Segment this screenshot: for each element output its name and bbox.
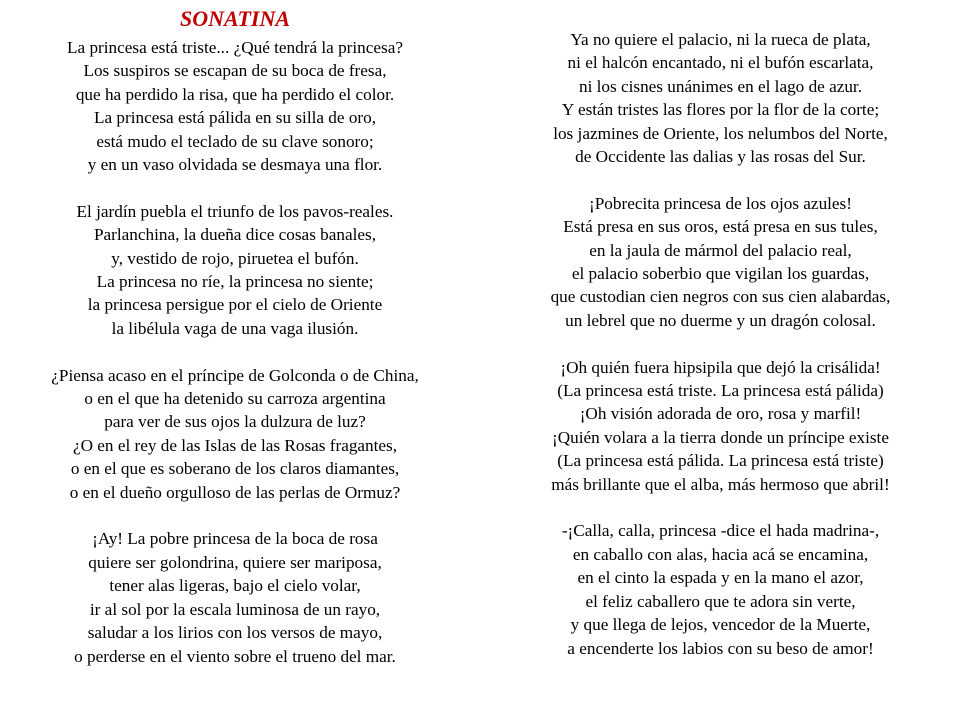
- verse-line: de Occidente las dalias y las rosas del Sur.: [575, 147, 866, 167]
- verse-line: La princesa está triste... ¿Qué tendrá la princesa?: [67, 38, 403, 57]
- stanza: [0, 527, 470, 667]
- verse-line: ¡Ay! La pobre princesa de la boca de rosa: [92, 529, 378, 549]
- verse-line: en el cinto la espada y en la mano el azor,: [577, 568, 864, 588]
- verse-line: ir al sol por la escala luminosa de un rayo,: [89, 599, 381, 619]
- verse-line: quiere ser golondrina, quiere ser mariposa,: [88, 552, 382, 572]
- verse-line: Está presa en sus oros, está presa en sus tules,: [563, 217, 878, 237]
- left-stanzas: [0, 36, 470, 668]
- stanza: [478, 192, 963, 332]
- verse-line: (La princesa está pálida. La princesa está triste): [557, 451, 884, 471]
- verse-line: La princesa no ríe, la princesa no siente;: [96, 272, 374, 292]
- verse-line: tener alas ligeras, bajo el cielo volar,: [109, 576, 361, 596]
- verse-line: Los suspiros se escapan de su boca de fresa,: [83, 61, 387, 81]
- verse-line: ni el halcón encantado, ni el bufón escarlata,: [567, 53, 874, 73]
- verse-line: Parlanchina, la dueña dice cosas banales,: [93, 225, 377, 245]
- verse-line: la libélula vaga de una vaga ilusión.: [111, 318, 359, 338]
- verse-line: -¡Calla, calla, princesa -dice el hada madrina-,: [561, 521, 880, 541]
- verse-line: más brillante que el alba, más hermoso que abril!: [551, 474, 890, 494]
- verse-line: en la jaula de mármol del palacio real,: [589, 240, 852, 260]
- verse-line: ¡Oh quién fuera hipsipila que dejó la crisálida!: [560, 357, 881, 377]
- stanza: [0, 364, 470, 504]
- verse-line: y, vestido de rojo, piruetea el bufón.: [111, 248, 359, 268]
- right-stanzas: [478, 28, 963, 660]
- verse-line: ni los cisnes unánimes en el lago de azur.: [578, 76, 863, 96]
- verse-line: ¡Pobrecita princesa de los ojos azules!: [589, 193, 852, 213]
- verse-line: los jazmines de Oriente, los nelumbos del Norte,: [553, 123, 888, 143]
- right-column: [478, 28, 963, 660]
- verse-line: el palacio soberbio que vigilan los guardas,: [571, 264, 870, 284]
- verse-line: o en el dueño orgulloso de las perlas de Ormuz?: [69, 482, 401, 502]
- verse-line: Y están tristes las flores por la flor de la corte;: [561, 100, 880, 120]
- verse-line: un lebrel que no duerme y un dragón colosal.: [565, 310, 876, 330]
- verse-line: (La princesa está triste. La princesa está pálida): [557, 381, 884, 401]
- left-column: [0, 4, 470, 668]
- verse-line: y en un vaso olvidada se desmaya una flor.: [87, 155, 383, 175]
- verse-line: está mudo el teclado de su clave sonoro;: [96, 131, 374, 151]
- verse-line: que ha perdido la risa, que ha perdido el color.: [75, 84, 395, 104]
- verse-line: ¿O en el rey de las Islas de las Rosas fragantes,: [72, 435, 398, 455]
- verse-line: el feliz caballero que te adora sin verte,: [585, 591, 856, 611]
- stanza: [478, 356, 963, 496]
- poem-title: SONATINA: [179, 6, 291, 31]
- stanza: [0, 36, 470, 176]
- verse-line: o perderse en el viento sobre el trueno del mar.: [74, 646, 396, 666]
- stanza: [478, 519, 963, 659]
- verse-line: La princesa está pálida en su silla de oro,: [93, 108, 377, 128]
- verse-line: en caballo con alas, hacia acá se encamina,: [572, 544, 869, 564]
- verse-line: ¡Quién volara a la tierra donde un príncipe existe: [552, 427, 889, 447]
- stanza: [478, 28, 963, 168]
- verse-line: Ya no quiere el palacio, ni la rueca de plata,: [570, 30, 871, 49]
- verse-line: a encenderte los labios con su beso de amor!: [567, 638, 874, 658]
- stanza: [0, 200, 470, 340]
- verse-line: o en el que ha detenido su carroza argentina: [84, 389, 386, 409]
- verse-line: para ver de sus ojos la dulzura de luz?: [104, 412, 366, 432]
- verse-line: o en el que es soberano de los claros diamantes,: [70, 459, 400, 479]
- verse-line: la princesa persigue por el cielo de Oriente: [87, 295, 383, 315]
- verse-line: que custodian cien negros con sus cien alabardas,: [550, 287, 891, 307]
- verse-line: El jardín puebla el triunfo de los pavos-reales.: [76, 201, 394, 221]
- verse-line: y que llega de lejos, vencedor de la Muerte,: [570, 615, 871, 635]
- verse-line: ¿Piensa acaso en el príncipe de Golconda o de China,: [51, 365, 419, 385]
- verse-line: saludar a los lirios con los versos de mayo,: [87, 623, 383, 643]
- verse-line: ¡Oh visión adorada de oro, rosa y marfil!: [579, 404, 862, 424]
